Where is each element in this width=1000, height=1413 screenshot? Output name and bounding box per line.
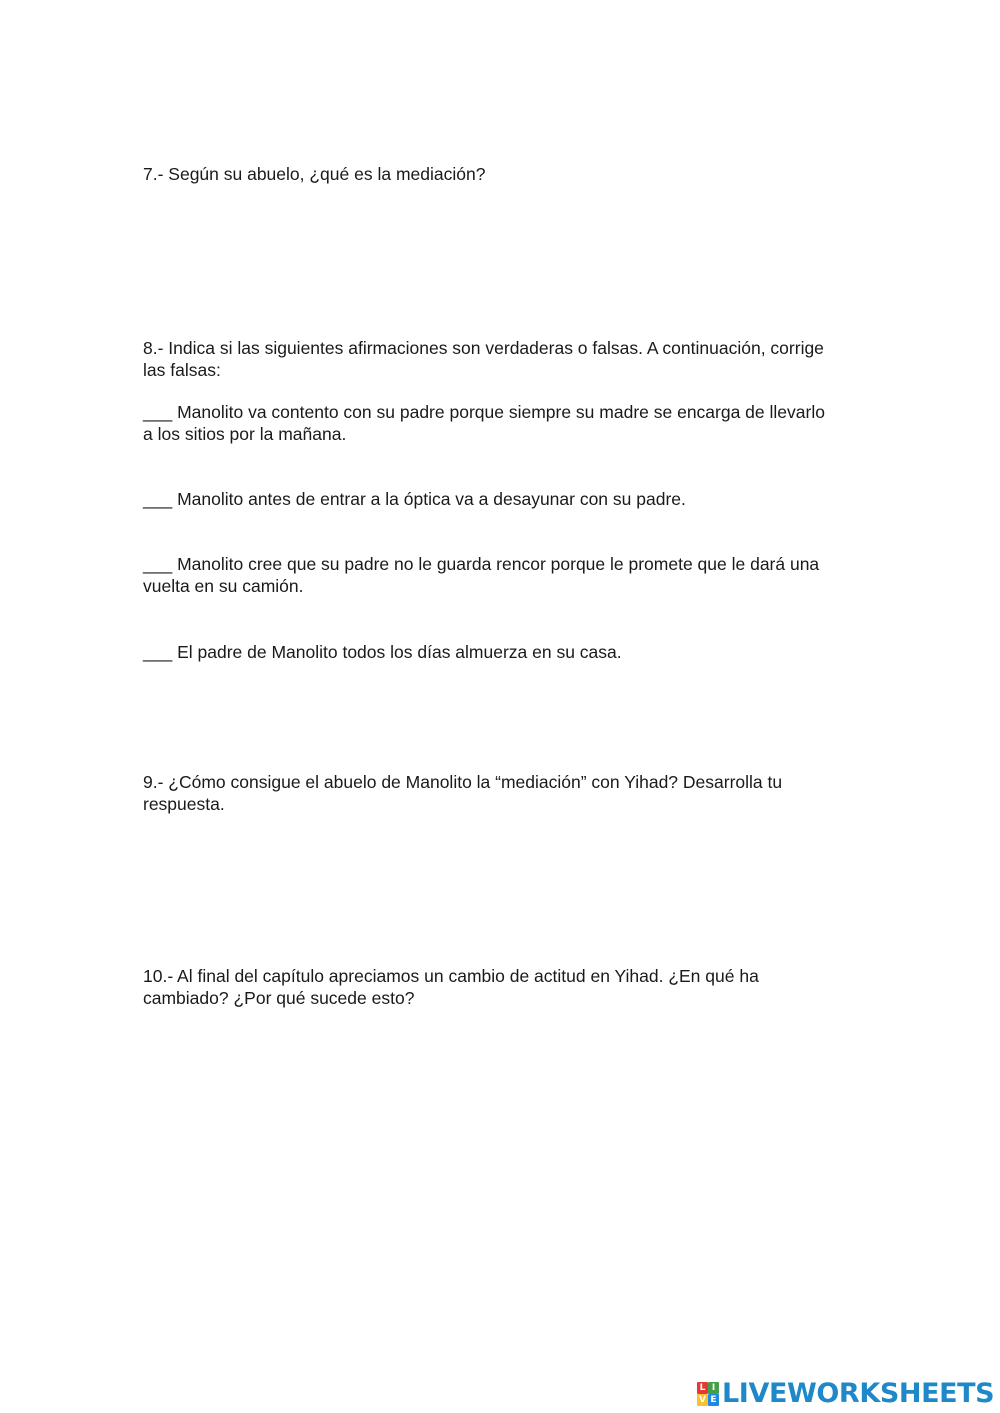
liveworksheets-logo-icon (697, 1382, 719, 1406)
question-9: 9.- ¿Cómo consigue el abuelo de Manolito la “mediación” con Yihad? Desarrolla tu respuesta. (143, 772, 783, 814)
answer-blank[interactable]: ___ (143, 402, 173, 422)
true-false-statement-3 (143, 553, 833, 597)
logo-letter-v: V (697, 1394, 708, 1406)
logo-letter-l: L (697, 1382, 708, 1394)
liveworksheets-wordmark: LIVEWORKSHEETS (722, 1378, 995, 1409)
statement-text: Manolito antes de entrar a la óptica va a desayunar con su padre. (177, 489, 686, 509)
true-false-statement-2 (143, 488, 833, 510)
liveworksheets-brand (697, 1379, 994, 1409)
statement-text: El padre de Manolito todos los días almuerza en su casa. (177, 642, 622, 662)
question-8: 8.- Indica si las siguientes afirmaciones son verdaderas o falsas. A continuación, corrige las falsas: (143, 338, 824, 380)
logo-letter-e: E (708, 1394, 719, 1406)
true-false-statement-1 (143, 401, 833, 445)
statement-text: Manolito va contento con su padre porque siempre su madre se encarga de llevarlo a los sitios por la mañana. (143, 402, 825, 444)
question-10: 10.- Al final del capítulo apreciamos un cambio de actitud en Yihad. ¿En qué ha cambiado? ¿Por qué sucede esto? (143, 966, 759, 1008)
statement-text: Manolito cree que su padre no le guarda rencor porque le promete que le dará una vuelta en su camión. (143, 554, 820, 596)
logo-letter-i: I (708, 1382, 719, 1394)
answer-blank[interactable]: ___ (143, 489, 173, 509)
true-false-statement-4 (143, 641, 833, 663)
answer-blank[interactable]: ___ (143, 642, 173, 662)
answer-blank[interactable]: ___ (143, 554, 173, 574)
question-7: 7.- Según su abuelo, ¿qué es la mediación? (143, 164, 486, 184)
